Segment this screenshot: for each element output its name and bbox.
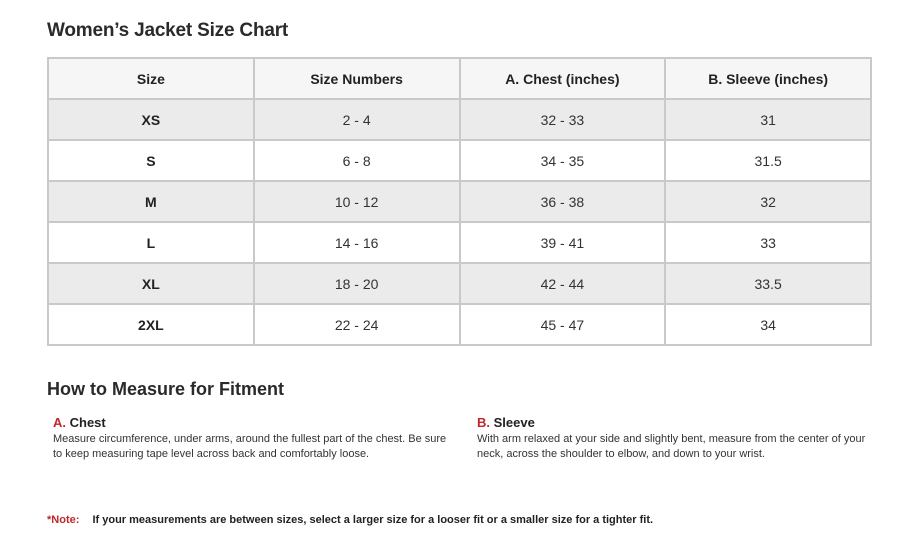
fit-note [47, 514, 653, 526]
sleeve-label: Sleeve [493, 415, 535, 430]
sleeve-cell: 34 [665, 304, 871, 345]
table-row [48, 304, 871, 345]
size-numbers-cell: 10 - 12 [254, 181, 460, 222]
chest-cell: 34 - 35 [460, 140, 666, 181]
size-cell: S [48, 140, 254, 181]
size-numbers-cell: 6 - 8 [254, 140, 460, 181]
chest-text: Measure circumference, under arms, around the fullest part of the chest. Be sure to keep measuring tape level across back and comfortably loose. [53, 433, 447, 460]
table-row [48, 263, 871, 304]
size-cell: XS [48, 99, 254, 140]
header-size-numbers: Size Numbers [254, 58, 460, 99]
chest-cell: 32 - 33 [460, 99, 666, 140]
size-cell: M [48, 181, 254, 222]
sleeve-cell: 32 [665, 181, 871, 222]
table-header-row [48, 58, 871, 99]
table-row [48, 99, 871, 140]
note-label: *Note: [47, 514, 80, 526]
size-numbers-cell: 18 - 20 [254, 263, 460, 304]
chest-cell: 42 - 44 [460, 263, 666, 304]
table-row [48, 222, 871, 263]
size-numbers-cell: 22 - 24 [254, 304, 460, 345]
sleeve-cell: 33.5 [665, 263, 871, 304]
chest-letter: A. [53, 415, 66, 430]
sleeve-letter: B. [477, 415, 490, 430]
size-numbers-cell: 2 - 4 [254, 99, 460, 140]
sleeve-text: With arm relaxed at your side and slightly bent, measure from the center of your neck, across the shoulder to elbow, and down to your wrist. [477, 433, 866, 460]
sleeve-cell: 31.5 [665, 140, 871, 181]
size-chart-table [47, 57, 872, 346]
chest-cell: 36 - 38 [460, 181, 666, 222]
table-row [48, 181, 871, 222]
chest-instructions [53, 415, 453, 462]
size-cell: XL [48, 263, 254, 304]
size-cell: 2XL [48, 304, 254, 345]
sleeve-cell: 31 [665, 99, 871, 140]
header-chest: A. Chest (inches) [460, 58, 666, 99]
sleeve-heading [477, 415, 877, 430]
table-row [48, 140, 871, 181]
chest-cell: 45 - 47 [460, 304, 666, 345]
header-size: Size [48, 58, 254, 99]
note-text: If your measurements are between sizes, select a larger size for a looser fit or a smaller size for a tighter fit. [92, 514, 654, 526]
header-sleeve: B. Sleeve (inches) [665, 58, 871, 99]
sleeve-instructions [477, 415, 877, 462]
page-title: Women’s Jacket Size Chart [47, 20, 289, 41]
chest-label: Chest [69, 415, 106, 430]
size-numbers-cell: 14 - 16 [254, 222, 460, 263]
sleeve-cell: 33 [665, 222, 871, 263]
size-cell: L [48, 222, 254, 263]
measure-section-title: How to Measure for Fitment [47, 379, 285, 399]
chest-heading [53, 415, 453, 430]
chest-cell: 39 - 41 [460, 222, 666, 263]
